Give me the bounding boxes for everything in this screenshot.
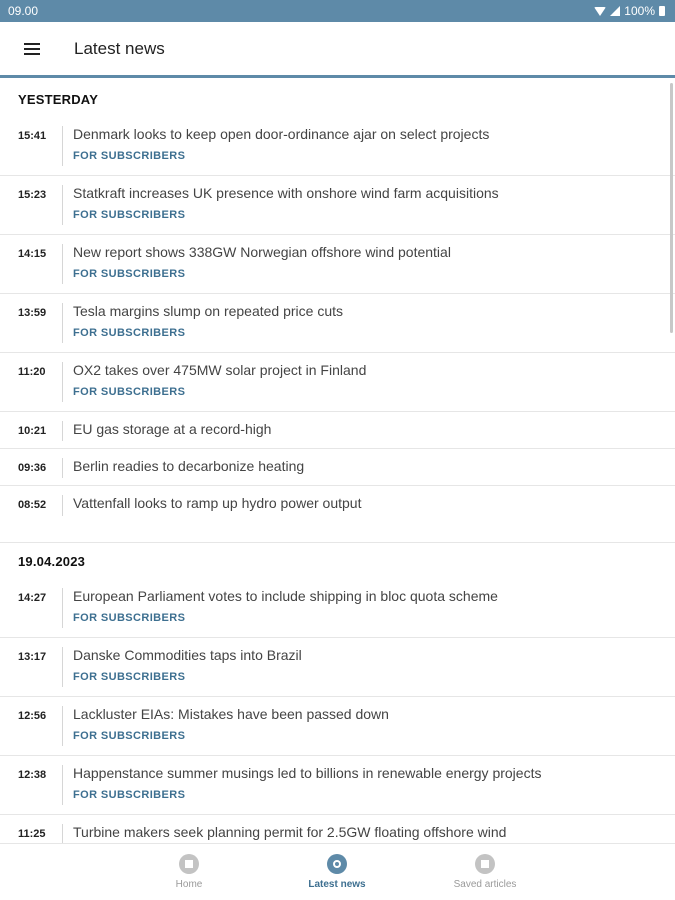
news-headline[interactable]: Berlin readies to decarbonize heating (73, 458, 305, 474)
news-item[interactable] (0, 294, 675, 353)
news-item[interactable] (0, 638, 675, 697)
news-headline[interactable]: Tesla margins slump on repeated price cuts (73, 303, 344, 319)
wifi-icon (594, 7, 606, 16)
news-headline[interactable]: Vattenfall looks to ramp up hydro power output (73, 495, 362, 511)
news-body (62, 421, 675, 441)
news-item[interactable] (0, 235, 675, 294)
news-item[interactable] (0, 117, 675, 176)
app-bar (0, 22, 675, 78)
page-title: Latest news (74, 38, 165, 58)
latest-news-icon (327, 854, 347, 874)
news-time: 13:17 (18, 651, 47, 663)
news-time: 15:23 (18, 189, 47, 201)
news-item[interactable] (0, 486, 675, 523)
news-time: 15:41 (18, 130, 47, 142)
nav-latest-news[interactable] (277, 854, 397, 890)
news-item[interactable] (0, 697, 675, 756)
news-time: 08:52 (18, 499, 47, 511)
subscriber-badge: FOR SUBSCRIBERS (73, 612, 186, 624)
nav-home[interactable] (129, 854, 249, 890)
signal-icon (610, 6, 620, 16)
section-divider (0, 523, 675, 543)
news-item[interactable] (0, 756, 675, 815)
home-icon (179, 854, 199, 874)
news-body (62, 244, 675, 284)
nav-label: Saved articles (453, 879, 517, 890)
status-time: 09.00 (8, 4, 39, 18)
hamburger-menu-icon (24, 43, 40, 55)
news-time: 11:20 (18, 366, 46, 378)
menu-button[interactable] (0, 21, 64, 77)
news-body (62, 185, 675, 225)
news-time: 10:21 (18, 425, 47, 437)
news-body (62, 126, 675, 166)
nav-label: Home (175, 879, 203, 890)
news-body (62, 303, 675, 343)
subscriber-badge: FOR SUBSCRIBERS (73, 327, 186, 339)
news-headline[interactable]: New report shows 338GW Norwegian offshore wind potential (73, 244, 451, 260)
news-body (62, 706, 675, 746)
news-item[interactable] (0, 815, 675, 843)
news-time: 11:25 (18, 828, 46, 840)
section-header-date: 19.04.2023 (18, 553, 86, 569)
news-headline[interactable]: OX2 takes over 475MW solar project in Finland (73, 362, 367, 378)
news-body (62, 647, 675, 687)
news-body (62, 765, 675, 805)
news-time: 13:59 (18, 307, 47, 319)
news-headline[interactable]: Lackluster EIAs: Mistakes have been passed down (73, 706, 389, 722)
news-time: 14:15 (18, 248, 47, 260)
subscriber-badge: FOR SUBSCRIBERS (73, 268, 186, 280)
news-item[interactable] (0, 579, 675, 638)
scrollbar[interactable] (670, 83, 673, 333)
news-item[interactable] (0, 176, 675, 235)
battery-icon (659, 6, 665, 16)
news-item[interactable] (0, 353, 675, 412)
bottom-navigation (0, 843, 675, 900)
news-body (62, 824, 675, 843)
news-time: 12:38 (18, 769, 47, 781)
nav-saved-articles[interactable] (425, 854, 545, 890)
news-list[interactable] (0, 81, 675, 843)
status-icons (594, 4, 665, 18)
news-item[interactable] (0, 412, 675, 449)
news-headline[interactable]: Statkraft increases UK presence with onshore wind farm acquisitions (73, 185, 499, 201)
news-body (62, 458, 675, 478)
news-time: 12:56 (18, 710, 47, 722)
news-body (62, 495, 675, 516)
news-headline[interactable]: European Parliament votes to include shipping in bloc quota scheme (73, 588, 498, 604)
news-item[interactable] (0, 449, 675, 486)
section-header-yesterday: YESTERDAY (18, 91, 99, 107)
news-body (62, 588, 675, 628)
battery-level: 100% (624, 4, 655, 18)
news-time: 09:36 (18, 462, 47, 474)
news-headline[interactable]: Happenstance summer musings led to billions in renewable energy projects (73, 765, 542, 781)
news-headline[interactable]: Danske Commodities taps into Brazil (73, 647, 302, 663)
news-headline[interactable]: Turbine makers seek planning permit for 2.5GW floating offshore wind (73, 824, 507, 840)
bookmark-icon (475, 854, 495, 874)
status-bar (0, 0, 675, 22)
subscriber-badge: FOR SUBSCRIBERS (73, 150, 186, 162)
subscriber-badge: FOR SUBSCRIBERS (73, 209, 186, 221)
subscriber-badge: FOR SUBSCRIBERS (73, 789, 186, 801)
nav-label: Latest news (308, 879, 366, 890)
news-body (62, 362, 675, 402)
news-headline[interactable]: Denmark looks to keep open door-ordinance ajar on select projects (73, 126, 490, 142)
subscriber-badge: FOR SUBSCRIBERS (73, 386, 186, 398)
subscriber-badge: FOR SUBSCRIBERS (73, 730, 186, 742)
subscriber-badge: FOR SUBSCRIBERS (73, 671, 186, 683)
news-time: 14:27 (18, 592, 47, 604)
news-headline[interactable]: EU gas storage at a record-high (73, 421, 272, 437)
